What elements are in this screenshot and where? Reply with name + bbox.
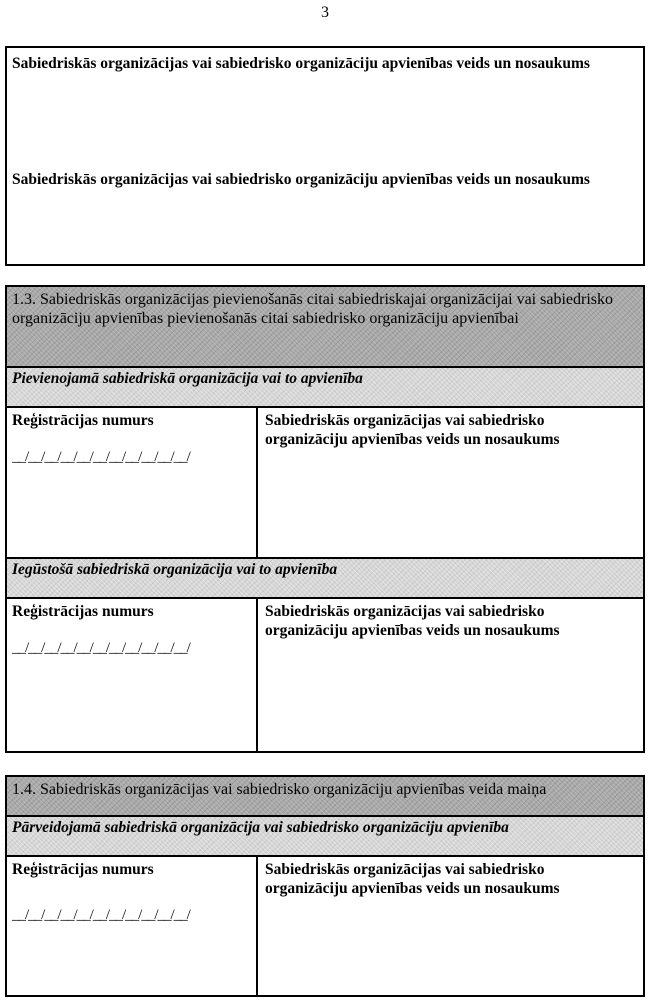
section-1-3-sub2-header (7, 559, 643, 597)
section-1-3 (5, 285, 645, 753)
section-1-3-sub1-header (7, 368, 643, 406)
reg-number-field[interactable]: __/__/__/__/__/__/__/__/__/__/__/ (12, 449, 190, 465)
section-1-4-sub1-header (7, 817, 643, 855)
top-name-box (5, 46, 645, 266)
column-divider (256, 857, 258, 995)
top-box-label-2: Sabiedriskās organizācijas vai sabiedrisko organizāciju apvienības veids un nosaukums (12, 171, 590, 188)
org-name-label: Sabiedriskās organizācijas vai sabiedrisko organizāciju apvienības veids un nosaukums (265, 412, 560, 448)
section-1-3-sub1-heading: Pievienojamā sabiedriskā organizācija vai to apvienība (12, 370, 363, 387)
section-1-4-title: 1.4. Sabiedriskās organizācijas vai sabiedrisko organizāciju apvienības veida maiņa (12, 781, 547, 798)
reg-number-field[interactable]: __/__/__/__/__/__/__/__/__/__/__/ (12, 907, 190, 923)
column-divider (256, 408, 258, 559)
column-divider (256, 599, 258, 751)
reg-number-label: Reģistrācijas numurs (12, 861, 154, 878)
divider (7, 406, 643, 408)
org-name-label: Sabiedriskās organizācijas vai sabiedrisko organizāciju apvienības veids un nosaukums (265, 861, 560, 897)
page-number: 3 (321, 4, 329, 21)
section-1-3-title: 1.3. Sabiedriskās organizācijas pievienošanās citai sabiedriskajai organizācijai vai sabiedrisko organizāciju apvienības pievienošanās citai sabiedrisko organizāciju apvienībai (12, 291, 613, 327)
top-box-label-1: Sabiedriskās organizācijas vai sabiedrisko organizāciju apvienības veids un nosaukums (12, 55, 590, 72)
section-1-4-sub1-heading: Pārveidojamā sabiedriskā organizācija vai sabiedrisko organizāciju apvienība (12, 819, 509, 836)
divider (7, 855, 643, 857)
org-name-label: Sabiedriskās organizācijas vai sabiedrisko organizāciju apvienības veids un nosaukums (265, 603, 560, 639)
divider (7, 597, 643, 599)
reg-number-field[interactable]: __/__/__/__/__/__/__/__/__/__/__/ (12, 640, 190, 656)
section-1-3-sub2-heading: Iegūstošā sabiedriskā organizācija vai to apvienība (12, 561, 338, 578)
section-1-4 (5, 775, 645, 997)
section-1-4-header (7, 777, 643, 815)
section-1-3-header (7, 287, 643, 366)
reg-number-label: Reģistrācijas numurs (12, 603, 154, 620)
reg-number-label: Reģistrācijas numurs (12, 412, 154, 429)
